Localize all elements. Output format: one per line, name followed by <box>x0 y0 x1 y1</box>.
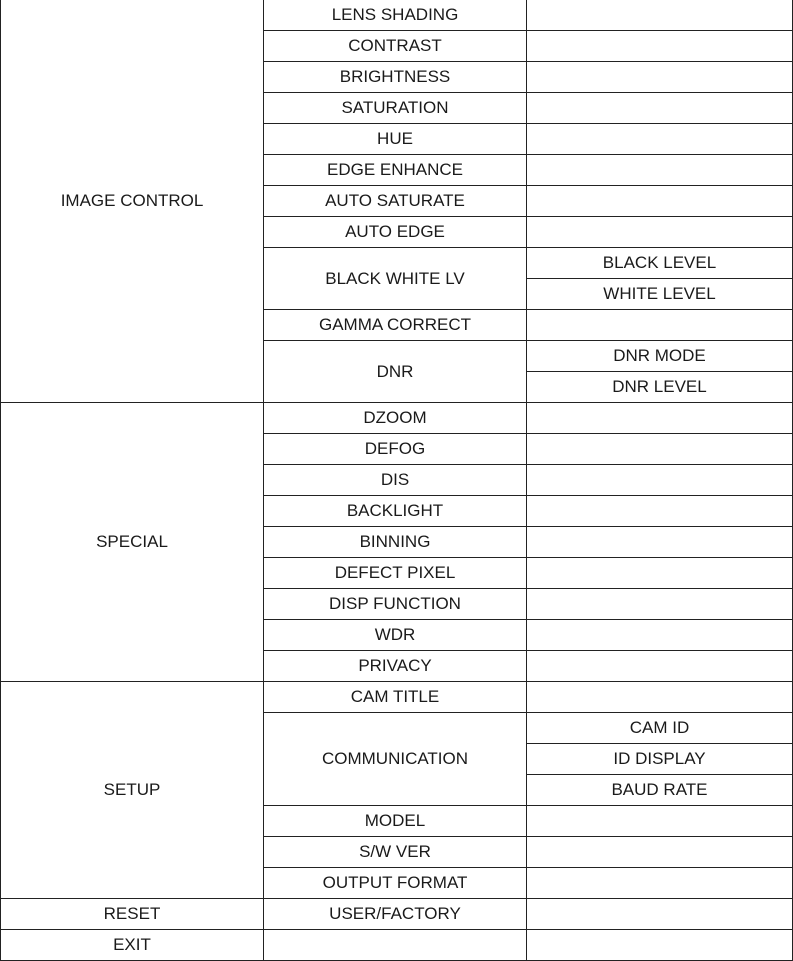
empty-submenu-cell <box>527 217 793 248</box>
menu-item-binning: BINNING <box>264 527 527 558</box>
menu-item-lens-shading: LENS SHADING <box>264 0 527 31</box>
empty-submenu-cell <box>527 496 793 527</box>
menu-item-communication: COMMUNICATION <box>264 713 527 806</box>
empty-submenu-cell <box>527 124 793 155</box>
empty-submenu-cell <box>527 434 793 465</box>
menu-item-defect-pixel: DEFECT PIXEL <box>264 558 527 589</box>
menu-item-output-format: OUTPUT FORMAT <box>264 868 527 899</box>
empty-submenu-cell <box>527 93 793 124</box>
menu-item-cam-title: CAM TITLE <box>264 682 527 713</box>
empty-submenu-cell <box>527 186 793 217</box>
menu-item-backlight: BACKLIGHT <box>264 496 527 527</box>
menu-item-dis: DIS <box>264 465 527 496</box>
empty-submenu-cell <box>527 651 793 682</box>
table-row <box>1 899 793 930</box>
table-row <box>1 0 793 31</box>
empty-submenu-cell <box>527 465 793 496</box>
menu-item-privacy: PRIVACY <box>264 651 527 682</box>
menu-item-auto-saturate: AUTO SATURATE <box>264 186 527 217</box>
menu-item-blank <box>264 930 527 961</box>
section-special-label: SPECIAL <box>1 403 264 682</box>
submenu-item-baud-rate: BAUD RATE <box>527 775 793 806</box>
menu-item-edge-enhance: EDGE ENHANCE <box>264 155 527 186</box>
menu-item-hue: HUE <box>264 124 527 155</box>
empty-submenu-cell <box>527 310 793 341</box>
menu-item-gamma-correct: GAMMA CORRECT <box>264 310 527 341</box>
menu-item-dnr: DNR <box>264 341 527 403</box>
menu-item-disp-function: DISP FUNCTION <box>264 589 527 620</box>
empty-submenu-cell <box>527 930 793 961</box>
menu-item-s-w-ver: S/W VER <box>264 837 527 868</box>
menu-item-wdr: WDR <box>264 620 527 651</box>
empty-submenu-cell <box>527 868 793 899</box>
submenu-item-dnr-mode: DNR MODE <box>527 341 793 372</box>
submenu-item-black-level: BLACK LEVEL <box>527 248 793 279</box>
section-image-control-label: IMAGE CONTROL <box>1 0 264 403</box>
empty-submenu-cell <box>527 31 793 62</box>
submenu-item-dnr-level: DNR LEVEL <box>527 372 793 403</box>
table-row <box>1 930 793 961</box>
table-row <box>1 403 793 434</box>
empty-submenu-cell <box>527 527 793 558</box>
empty-submenu-cell <box>527 155 793 186</box>
empty-submenu-cell <box>527 899 793 930</box>
empty-submenu-cell <box>527 682 793 713</box>
section-exit-label: EXIT <box>1 930 264 961</box>
submenu-item-id-display: ID DISPLAY <box>527 744 793 775</box>
menu-item-user-factory: USER/FACTORY <box>264 899 527 930</box>
empty-submenu-cell <box>527 806 793 837</box>
empty-submenu-cell <box>527 558 793 589</box>
menu-item-saturation: SATURATION <box>264 93 527 124</box>
empty-submenu-cell <box>527 589 793 620</box>
empty-submenu-cell <box>527 620 793 651</box>
menu-item-defog: DEFOG <box>264 434 527 465</box>
empty-submenu-cell <box>527 0 793 31</box>
section-reset-label: RESET <box>1 899 264 930</box>
empty-submenu-cell <box>527 837 793 868</box>
menu-item-brightness: BRIGHTNESS <box>264 62 527 93</box>
empty-submenu-cell <box>527 403 793 434</box>
menu-item-dzoom: DZOOM <box>264 403 527 434</box>
submenu-item-white-level: WHITE LEVEL <box>527 279 793 310</box>
empty-submenu-cell <box>527 62 793 93</box>
menu-item-auto-edge: AUTO EDGE <box>264 217 527 248</box>
menu-item-contrast: CONTRAST <box>264 31 527 62</box>
table-row <box>1 682 793 713</box>
section-setup-label: SETUP <box>1 682 264 899</box>
menu-item-model: MODEL <box>264 806 527 837</box>
menu-table-body <box>1 0 793 961</box>
submenu-item-cam-id: CAM ID <box>527 713 793 744</box>
menu-item-black-white-lv: BLACK WHITE LV <box>264 248 527 310</box>
